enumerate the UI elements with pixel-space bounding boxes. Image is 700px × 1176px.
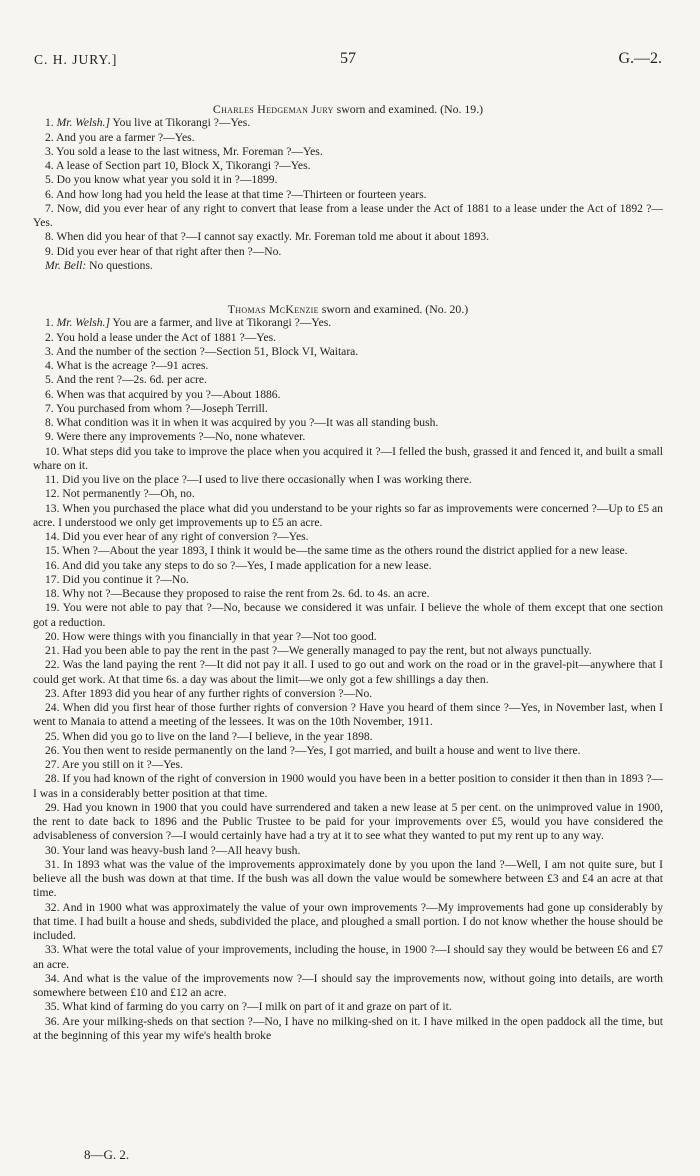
question-answer-text: And the number of the section ?—Section 51, Block VI, Waitara.: [55, 344, 359, 358]
question-number: 20.: [45, 629, 60, 643]
witness-number: (No. 19.): [440, 102, 484, 116]
qa-item: [33, 116, 663, 130]
question-answer-text: And the rent ?—2s. 6d. per acre.: [55, 373, 207, 387]
question-answer-text: Are you still on it ?—Yes.: [61, 758, 183, 771]
question-answer-text: Did you continue it ?—No.: [62, 572, 189, 586]
page-number: 57: [340, 50, 356, 67]
question-answer-text: Are your milking-sheds on that section ?—No, I have no milking-shed on it. I have milked in the open paddock all the time, but at the beginning of this year my wife's health broke: [33, 1014, 663, 1042]
question-answer-text: Was the land paying the rent ?—It did not pay it all. I used to go out and work on the road or in the gravel-pit—anywhere that I could get work. At that time 6s. a day was about the limit—we only got a few shillings a day then.: [33, 658, 663, 686]
qa-item: [33, 430, 663, 444]
question-answer-text: You are a farmer, and live at Tikorangi ?—Yes.: [112, 316, 332, 330]
qa-item: [33, 331, 663, 345]
question-answer-text: Not permanently ?—Oh, no.: [62, 487, 195, 501]
header-witness-tag: C. H. JURY.]: [34, 52, 118, 67]
question-answer-text: Now, did you ever hear of any right to convert that lease from a lease under the Act of 1881 to a lease under the Act of 1892 ?—Yes.: [33, 201, 663, 229]
qa-item: [33, 587, 663, 601]
question-number: 9.: [45, 244, 54, 258]
qa-item: [33, 345, 663, 359]
question-number: 17.: [45, 572, 60, 586]
qa-item: [33, 173, 663, 187]
question-answer-text: You then went to reside permanently on the land ?—Yes, I got married, and built a house and went to live there.: [61, 743, 581, 757]
question-number: 15.: [45, 544, 60, 558]
question-answer-text: You were not able to pay that ?—No, because we considered it was unfair. I believe the whole of them except that one section got a reduction.: [33, 601, 664, 629]
qa-item: [33, 730, 663, 744]
qa-item: [33, 316, 663, 330]
question-answer-text: Your land was heavy-bush land ?—All heavy bush.: [61, 843, 301, 857]
question-number: 4.: [45, 359, 54, 372]
question-answer-text: A lease of Section part 10, Block X, Tikorangi ?—Yes.: [55, 159, 311, 172]
question-answer-text: When did you go to live on the land ?—I believe, in the year 1898.: [62, 729, 373, 743]
qa-item: [33, 373, 663, 387]
question-number: 5.: [45, 373, 54, 387]
question-number: 8.: [45, 230, 54, 244]
question-number: 12.: [45, 487, 60, 501]
question-answer-text: When was that acquired by you ?—About 1886.: [56, 387, 281, 401]
qa-item: [33, 487, 663, 501]
qa-item: [33, 687, 663, 701]
question-number: 2.: [45, 330, 54, 344]
qa-item: [33, 601, 663, 630]
question-answer-text: And in 1900 what was approximately the value of your own improvements ?—My improvements had gone up considerably by that time. I had built a house and sheds, subdivided the place, and ploughed a small portion. I do not know whether the house should be included.: [33, 900, 663, 942]
closing-speaker: Mr. Bell:: [45, 258, 87, 272]
question-answer-text: Why not ?—Because they proposed to raise the rent from 2s. 6d. to 4s. an acre.: [62, 587, 430, 600]
question-answer-text: And did you take any steps to do so ?—Yes, I made application for a new lease.: [61, 558, 432, 572]
question-number: 1.: [45, 316, 54, 330]
question-answer-text: Had you known in 1900 that you could have surrendered and taken a new lease at 5 per cent. on the unimproved value in 1900, the rent to date back to 1896 and the Public Trustee to be paid for your improvements over £5, would you have considered the advisableness of conversion ?—I would certainly have had a try at it to see what they wanted to put my rent up to any way.: [33, 800, 663, 843]
question-number: 3.: [45, 144, 54, 158]
question-answer-text: What is the acreage ?—91 acres.: [56, 359, 209, 372]
qa-item: [33, 530, 663, 544]
closing-text: No questions.: [89, 258, 153, 272]
qa-item: [33, 801, 663, 844]
question-number: 8.: [45, 416, 54, 429]
qa-item: [33, 402, 663, 416]
examiner-name: Mr. Welsh.]: [56, 116, 110, 130]
qa-item: [33, 202, 663, 231]
question-number: 19.: [45, 601, 60, 615]
qa-item: [33, 188, 663, 202]
question-answer-text: Did you ever hear of any right of conversion ?—Yes.: [62, 530, 309, 543]
question-number: 31.: [45, 857, 60, 871]
question-answer-text: When did you hear of that ?—I cannot say exactly. Mr. Foreman told me about it about 1893.: [56, 230, 490, 244]
question-list: [33, 116, 663, 259]
question-number: 6.: [45, 387, 54, 401]
paper-reference: G.—2.: [618, 50, 662, 67]
question-number: 2.: [45, 130, 54, 144]
closing-note: [33, 259, 663, 273]
qa-item: [33, 644, 663, 658]
question-number: 25.: [45, 729, 60, 743]
question-number: 14.: [45, 530, 60, 543]
question-answer-text: When did you first hear of those further rights of conversion ? Have you heard of them since ?—Yes, in November last, when I went to Manaia to attend a meeting of the lessees. It was on the 10th November, 1911.: [33, 701, 663, 729]
title-rest: sworn and examined.: [321, 302, 423, 316]
question-number: 6.: [45, 187, 54, 201]
question-number: 35.: [45, 1000, 60, 1014]
question-number: 18.: [45, 587, 60, 600]
question-number: 33.: [45, 943, 60, 957]
question-number: 4.: [45, 159, 54, 172]
qa-item: [33, 559, 663, 573]
qa-item: [33, 901, 663, 944]
question-number: 28.: [45, 772, 60, 786]
question-number: 7.: [45, 401, 54, 415]
question-number: 27.: [45, 758, 60, 771]
qa-item: [33, 701, 663, 730]
qa-item: [33, 573, 663, 587]
question-number: 1.: [45, 116, 54, 130]
qa-item: [33, 658, 663, 687]
question-answer-text: What kind of farming do you carry on ?—I milk on part of it and graze on part of it.: [62, 1000, 452, 1014]
question-answer-text: You live at Tikorangi ?—Yes.: [112, 116, 251, 130]
qa-item: [33, 359, 663, 373]
question-answer-text: Were there any improvements ?—No, none whatever.: [56, 430, 306, 444]
question-number: 32.: [45, 900, 60, 914]
question-answer-text: When you purchased the place what did you understand to be your rights so far as improvements were concerned ?—Up to £5 an acre. I understood we only get improvements up to £5 an acre.: [33, 501, 663, 529]
question-answer-text: If you had known of the right of conversion in 1900 would you have been in a better position to consider it then than in 1893 ?—I was in a considerably better position at that time.: [33, 772, 663, 800]
question-answer-text: What steps did you take to improve the place when you acquired it ?—I felled the bush, grassed it and fenced it, and built a small whare on it.: [33, 444, 663, 472]
qa-item: [33, 744, 663, 758]
section-title: [33, 102, 663, 116]
witness-number: (No. 20.): [425, 302, 469, 316]
question-number: 22.: [45, 658, 60, 672]
qa-item: [33, 473, 663, 487]
witness-name: Charles Hedgeman Jury: [212, 102, 334, 116]
qa-item: [33, 159, 663, 173]
qa-item: [33, 131, 663, 145]
question-number: 5.: [45, 173, 54, 187]
question-number: 16.: [45, 558, 60, 572]
question-answer-text: How were things with you financially in that year ?—Not too good.: [62, 629, 377, 643]
question-number: 3.: [45, 344, 54, 358]
question-number: 7.: [45, 201, 54, 215]
question-number: 13.: [45, 501, 60, 515]
question-answer-text: You sold a lease to the last witness, Mr. Foreman ?—Yes.: [56, 144, 323, 158]
qa-item: [33, 230, 663, 244]
qa-item: [33, 772, 663, 801]
question-answer-text: After 1893 did you hear of any further rights of conversion ?—No.: [61, 686, 373, 700]
witness-name: Thomas McKenzie: [227, 302, 319, 316]
question-number: 11.: [45, 473, 60, 486]
question-number: 36.: [45, 1014, 60, 1028]
question-number: 24.: [45, 701, 60, 714]
witness-section-19: [33, 102, 663, 273]
question-number: 29.: [45, 800, 60, 814]
qa-item: [33, 445, 663, 474]
qa-item: [33, 943, 663, 972]
qa-item: [33, 388, 663, 402]
page-footer-signature: 8—G. 2.: [84, 1147, 130, 1162]
question-answer-text: Did you live on the place ?—I used to live there occasionally when I was working there.: [61, 473, 472, 486]
question-answer-text: You hold a lease under the Act of 1881 ?—Yes.: [56, 330, 277, 344]
question-answer-text: In 1893 what was the value of the improvements approximately done by you upon the land ?—Well, I am not quite sure, but I believe all the bush was down at that time. If the bush was all down the value would be somewhere between £3 and £4 an acre at that time.: [33, 857, 663, 900]
page-header: [34, 52, 662, 74]
question-answer-text: Do you know what year you sold it in ?—1899.: [56, 173, 278, 187]
witness-section-20: [33, 302, 663, 1043]
qa-item: [33, 145, 663, 159]
question-answer-text: And you are a farmer ?—Yes.: [55, 130, 195, 144]
question-answer-text: Did you ever hear of that right after then ?—No.: [56, 244, 282, 258]
question-number: 34.: [45, 971, 60, 985]
question-answer-text: And how long had you held the lease at that time ?—Thirteen or fourteen years.: [55, 187, 427, 201]
qa-item: [33, 544, 663, 558]
qa-item: [33, 1000, 663, 1014]
qa-item: [33, 844, 663, 858]
question-list: [33, 316, 663, 1043]
question-number: 10.: [45, 444, 60, 458]
qa-item: [33, 630, 663, 644]
qa-item: [33, 502, 663, 531]
question-answer-text: And what is the value of the improvements now ?—I should say the improvements now, without going into details, are worth somewhere between £10 and £12 an acre.: [33, 971, 663, 999]
question-answer-text: What condition was it in when it was acquired by you ?—It was all standing bush.: [56, 416, 439, 429]
qa-item: [33, 972, 663, 1001]
question-answer-text: When ?—About the year 1893, I think it would be—the same time as the others round the district applied for a new lease.: [62, 544, 628, 558]
question-number: 9.: [45, 430, 54, 444]
qa-item: [33, 1015, 663, 1044]
qa-item: [33, 858, 663, 901]
question-answer-text: Had you been able to pay the rent in the past ?—We generally managed to pay the rent, but not always punctually.: [62, 644, 592, 657]
question-number: 21.: [45, 644, 60, 657]
question-number: 26.: [45, 743, 60, 757]
question-answer-text: What were the total value of your improvements, including the house, in 1900 ?—I should say they would be between £6 and £7 an acre.: [33, 943, 663, 971]
section-title: [33, 302, 663, 316]
qa-item: [33, 416, 663, 430]
title-rest: sworn and examined.: [336, 102, 438, 116]
qa-item: [33, 758, 663, 772]
qa-item: [33, 245, 663, 259]
question-answer-text: You purchased from whom ?—Joseph Terrill.: [56, 401, 268, 415]
question-number: 30.: [45, 843, 60, 857]
examiner-name: Mr. Welsh.]: [56, 316, 110, 330]
question-number: 23.: [45, 686, 60, 700]
